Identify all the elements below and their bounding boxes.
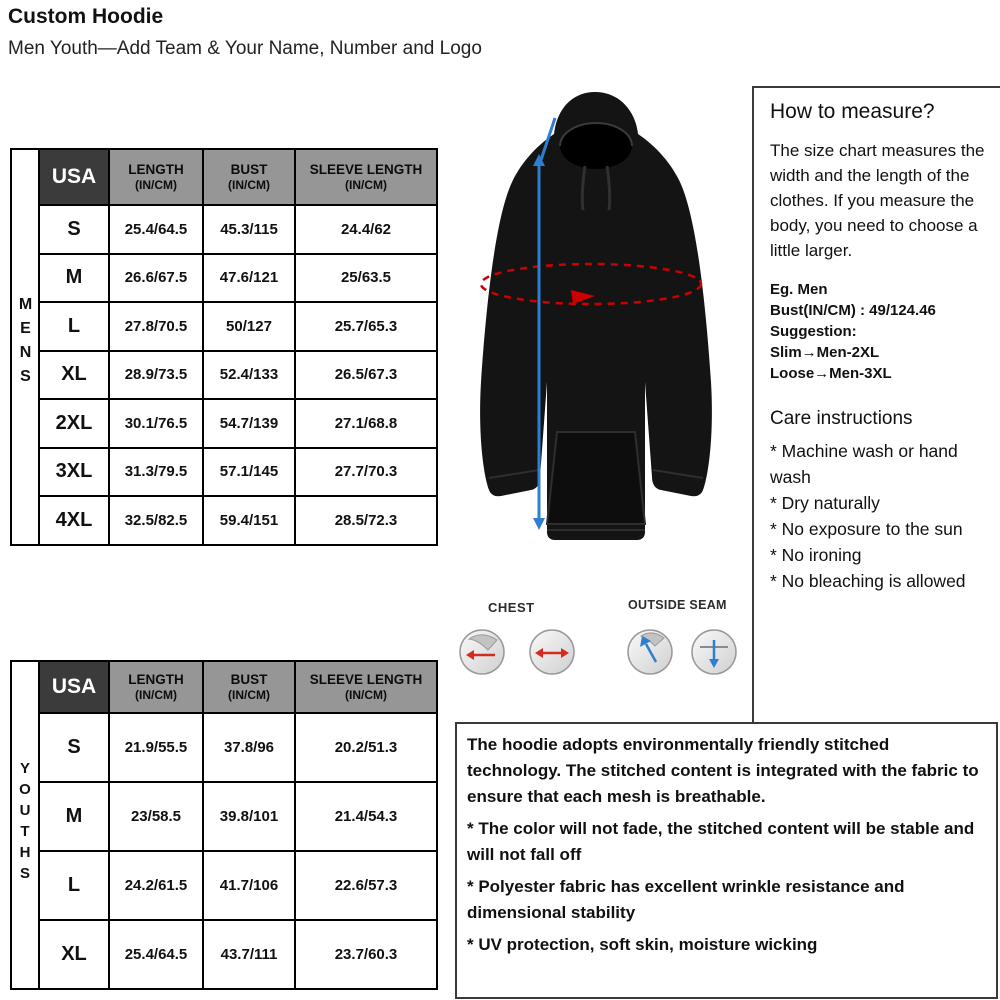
sleeve-cell: 25.7/65.3 (295, 302, 437, 351)
measure-example-block (770, 279, 990, 384)
size-cell: L (39, 851, 109, 920)
table-row (11, 496, 437, 545)
kangaroo-pocket (547, 432, 645, 524)
description-paragraph: The hoodie adopts environmentally friendly stitched technology. The stitched content is integrated with the fabric to ensure that each mesh is breathable. (467, 735, 979, 806)
care-instructions-list (770, 438, 990, 594)
size-cell: 4XL (39, 496, 109, 545)
table-row (11, 920, 437, 989)
table-row (11, 351, 437, 400)
column-header-length: LENGTH (IN/CM) (109, 149, 203, 205)
length-cell: 24.2/61.5 (109, 851, 203, 920)
length-cell: 26.6/67.5 (109, 254, 203, 303)
sleeve-cell: 22.6/57.3 (295, 851, 437, 920)
example-line: Eg. Men (770, 281, 828, 298)
example-line: Loose→Men-3XL (770, 365, 892, 382)
outside-seam-icons (625, 626, 739, 676)
hoodie-svg (435, 82, 755, 607)
page-subtitle: Men Youth—Add Team & Your Name, Number and Logo (8, 38, 482, 59)
description-bullet: * The color will not fade, the stitched content will be stable and will not fall off (467, 819, 975, 864)
hoodie-body (480, 92, 712, 540)
length-cell: 31.3/79.5 (109, 448, 203, 497)
sleeve-cell: 21.4/54.3 (295, 782, 437, 851)
table-header-row (11, 149, 437, 205)
size-cell: 3XL (39, 448, 109, 497)
seam-vertical-icon (689, 626, 739, 676)
bust-cell: 47.6/121 (203, 254, 295, 303)
page-title: Custom Hoodie (8, 5, 164, 28)
size-cell: S (39, 713, 109, 782)
sleeve-cell: 26.5/67.3 (295, 351, 437, 400)
sleeve-cell: 27.7/70.3 (295, 448, 437, 497)
size-cell: 2XL (39, 399, 109, 448)
bust-cell: 43.7/111 (203, 920, 295, 989)
size-cell: M (39, 782, 109, 851)
length-cell: 25.4/64.5 (109, 205, 203, 254)
sleeve-cell: 27.1/68.8 (295, 399, 437, 448)
sleeve-cell: 28.5/72.3 (295, 496, 437, 545)
column-header-bust: BUST (IN/CM) (203, 149, 295, 205)
care-item: * No bleaching is allowed (770, 571, 966, 591)
bust-cell: 45.3/115 (203, 205, 295, 254)
size-cell: M (39, 254, 109, 303)
column-header-usa: USA (39, 661, 109, 713)
length-cell: 27.8/70.5 (109, 302, 203, 351)
table-row (11, 782, 437, 851)
table-row (11, 399, 437, 448)
column-header-usa: USA (39, 149, 109, 205)
example-line: Bust(IN/CM) : 49/124.46 (770, 302, 936, 319)
column-header-sleeve-length: SLEEVE LENGTH (IN/CM) (295, 661, 437, 713)
length-cell: 25.4/64.5 (109, 920, 203, 989)
bust-cell: 57.1/145 (203, 448, 295, 497)
length-cell: 28.9/73.5 (109, 351, 203, 400)
sleeve-cell: 23.7/60.3 (295, 920, 437, 989)
table-row (11, 713, 437, 782)
how-to-measure-panel (752, 86, 1000, 722)
product-description-panel (455, 722, 998, 999)
length-cell: 32.5/82.5 (109, 496, 203, 545)
table-header-row (11, 661, 437, 713)
youths-group-label-cell (11, 661, 39, 989)
care-instructions-heading: Care instructions (770, 408, 913, 429)
column-header-bust: BUST (IN/CM) (203, 661, 295, 713)
care-item: * No exposure to the sun (770, 519, 963, 539)
bust-cell: 52.4/133 (203, 351, 295, 400)
table-row (11, 448, 437, 497)
description-bullet: * UV protection, soft skin, moisture wicking (467, 935, 818, 954)
column-header-sleeve-length: SLEEVE LENGTH (IN/CM) (295, 149, 437, 205)
mens-size-table (10, 148, 438, 546)
chest-width-icon (457, 626, 507, 676)
size-cell: XL (39, 920, 109, 989)
column-header-length: LENGTH (IN/CM) (109, 661, 203, 713)
bust-cell: 54.7/139 (203, 399, 295, 448)
chest-girth-icon (527, 626, 577, 676)
care-item: * No ironing (770, 545, 862, 565)
outside-seam-label: OUTSIDE SEAM (628, 598, 727, 612)
sleeve-cell: 25/63.5 (295, 254, 437, 303)
bust-cell: 37.8/96 (203, 713, 295, 782)
size-cell: XL (39, 351, 109, 400)
mens-group-label: MENS (17, 296, 34, 393)
bust-cell: 50/127 (203, 302, 295, 351)
description-bullet: * Polyester fabric has excellent wrinkle resistance and dimensional stability (467, 877, 905, 922)
youths-size-table (10, 660, 438, 990)
table-row (11, 254, 437, 303)
mens-group-label-cell (11, 149, 39, 545)
table-row (11, 205, 437, 254)
bust-cell: 59.4/151 (203, 496, 295, 545)
youths-group-label: YOUTHS (16, 759, 34, 886)
chest-label: CHEST (488, 600, 535, 615)
chest-measure-icons (457, 626, 577, 676)
length-cell: 21.9/55.5 (109, 713, 203, 782)
example-line: Slim→Men-2XL (770, 344, 880, 361)
bust-cell: 41.7/106 (203, 851, 295, 920)
care-item: * Machine wash or hand wash (770, 441, 958, 487)
measure-heading: How to measure? (770, 100, 935, 123)
care-item: * Dry naturally (770, 493, 880, 513)
length-cell: 23/58.5 (109, 782, 203, 851)
size-cell: S (39, 205, 109, 254)
table-row (11, 851, 437, 920)
table-row (11, 302, 437, 351)
sleeve-cell: 24.4/62 (295, 205, 437, 254)
length-cell: 30.1/76.5 (109, 399, 203, 448)
example-line: Suggestion: (770, 323, 857, 340)
sleeve-cell: 20.2/51.3 (295, 713, 437, 782)
hoodie-illustration (435, 82, 755, 607)
seam-diagonal-icon (625, 626, 675, 676)
size-cell: L (39, 302, 109, 351)
measure-body-text: The size chart measures the width and the length of the clothes. If you measure the body, you need to choose a little larger. (770, 141, 985, 260)
bust-cell: 39.8/101 (203, 782, 295, 851)
